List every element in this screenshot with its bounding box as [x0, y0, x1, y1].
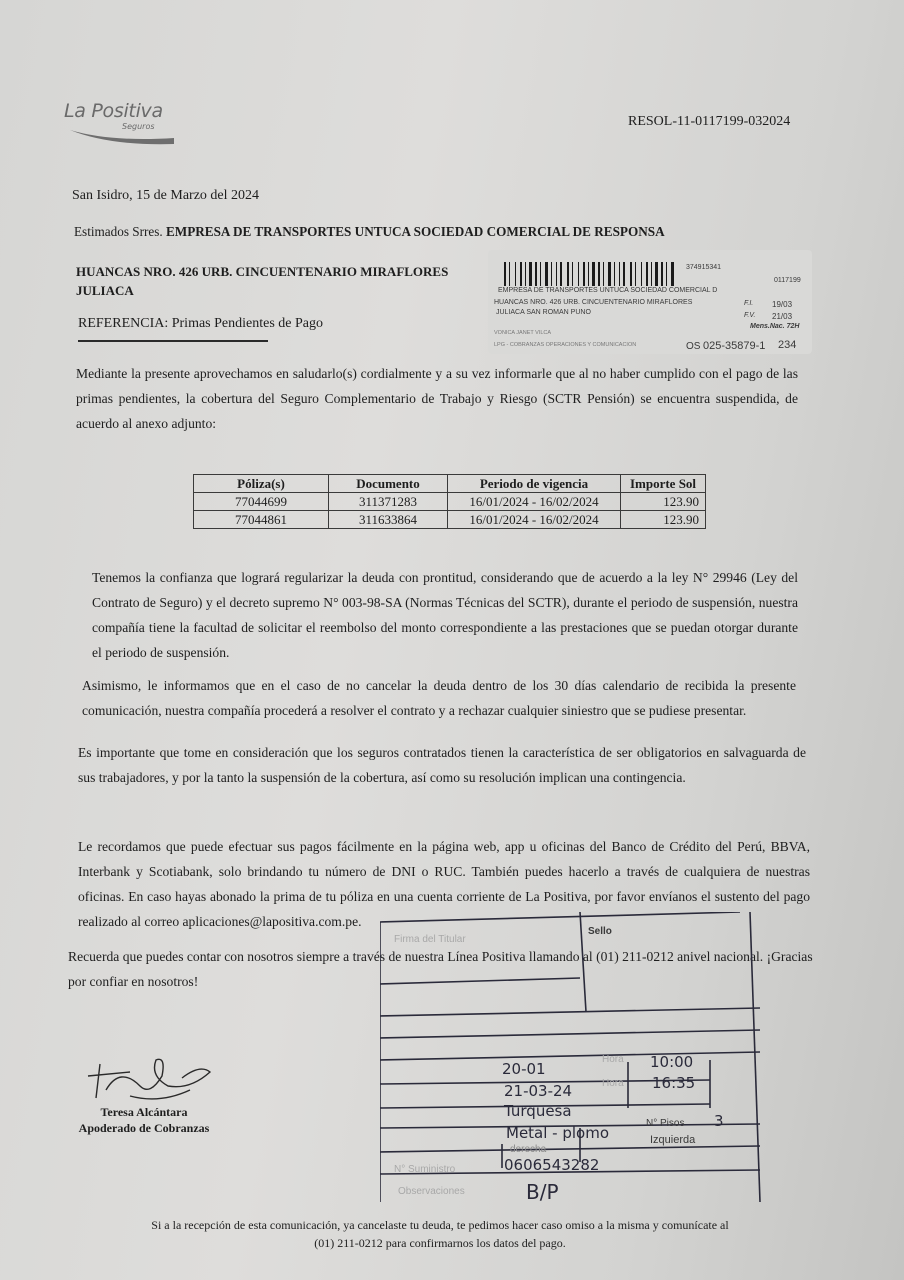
periodo-cell: 16/01/2024 - 16/02/2024 — [448, 493, 621, 511]
hora-1-value: 10:00 — [650, 1053, 694, 1071]
periodo-cell: 16/01/2024 - 16/02/2024 — [448, 511, 621, 529]
label-code: 0117199 — [774, 277, 801, 284]
delivery-stamp — [380, 912, 780, 1202]
reference-underline — [78, 340, 268, 342]
barcode-icon — [504, 262, 676, 286]
derecha-label: derecha — [510, 1144, 547, 1155]
poliza-cell: 77044861 — [194, 511, 329, 529]
logo-swoosh-icon — [70, 128, 174, 146]
observaciones-value: B/P — [526, 1180, 559, 1204]
label-dept: LPG - COBRANZAS OPERACIONES Y COMUNICACION — [494, 342, 637, 348]
signatory-title: Apoderado de Cobranzas — [78, 1121, 210, 1135]
header-periodo: Periodo de vigencia — [448, 475, 621, 493]
greeting — [74, 224, 665, 240]
policies-table — [193, 474, 706, 529]
pisos-value: 3 — [714, 1112, 724, 1130]
greeting-prefix: Estimados Srres. — [74, 224, 163, 239]
paragraph-1: Mediante la presente aprovechamos en saludarlo(s) cordialmente y a su vez informarle que al no haber cumplido con el pago de las primas pendientes, la cobertura del Seguro Complementario de Trabajo y Riesgo (SCTR Pensión) se encuentra suspendida, de acuerdo al anexo adjunto: — [76, 366, 798, 431]
os-suffix: 234 — [778, 339, 797, 351]
address-line-2: JULIACA — [76, 283, 134, 298]
mens-nac: Mens.Nac. 72H — [750, 323, 800, 330]
footer-line-1: Si a la recepción de esta comunicación, ya cancelaste tu deuda, te pedimos hacer caso omiso a la misma y comunícate al — [151, 1218, 729, 1232]
os-number: 025-35879-1 — [703, 340, 766, 352]
visita-1-value: 20-01 — [502, 1060, 546, 1078]
barcode-number: 374915341 — [686, 264, 722, 271]
puerta-value: Metal - plomo — [506, 1124, 610, 1142]
logo-subtitle: Seguros — [122, 122, 155, 131]
header-poliza: Póliza(s) — [194, 475, 329, 493]
label-line-2: HUANCAS NRO. 426 URB. CINCUENTENARIO MIRAFLORES — [494, 299, 693, 306]
signatory-name: Teresa Alcántara — [100, 1105, 188, 1119]
paragraph-5: Le recordamos que puede efectuar sus pagos fácilmente en la página web, app u oficinas del Banco de Crédito del Perú, BBVA, Interbank y Scotiabank, solo brindando tu número de DNI o RUC. También puedes hacerlo a través de cualquiera de nuestras oficinas. En caso hayas abonado la prima de tu póliza en una cuenta corriente de La Positiva, por favor envíanos el sustento del pago realizado al correo aplicaciones@lapositiva.com.pe. — [78, 839, 810, 929]
label-line-1: EMPRESA DE TRANSPORTES UNTUCA SOCIEDAD COMERCIAL D — [498, 287, 718, 294]
header-documento: Documento — [329, 475, 448, 493]
recipient-name: EMPRESA DE TRANSPORTES UNTUCA SOCIEDAD COMERCIAL DE RESPONSA — [165, 224, 665, 239]
fv-label: F.V. — [744, 312, 756, 319]
table-row — [194, 493, 706, 511]
signatory — [70, 1104, 218, 1136]
documento-cell: 311371283 — [329, 493, 448, 511]
company-logo — [64, 100, 174, 150]
reference: REFERENCIA: Primas Pendientes de Pago — [78, 316, 323, 331]
address-line-1: HUANCAS NRO. 426 URB. CINCUENTENARIO MIRAFLORES — [76, 264, 449, 279]
os-label: OS — [686, 341, 701, 352]
hora-label-2: Hora — [602, 1078, 624, 1089]
suministro-label: N° Suministro — [394, 1164, 456, 1175]
footer-note — [110, 1216, 770, 1252]
logo-name: La Positiva — [64, 100, 163, 122]
mail-label — [488, 250, 812, 354]
paragraph-2: Tenemos la confianza que logrará regularizar la deuda con prontitud, considerando que de acuerdo a la ley N° 29946 (Ley del Contrato de Seguro) y el decreto supremo N° 003-98-SA (Normas Técnicas del SCTR), durante el periodo de suspensión, nuestra compañía tiene la facultad de solicitar el reembolso del monto correspondiente a las prestaciones que se puedan otorgar durante el periodo de suspensión. — [92, 570, 798, 660]
letter-date: San Isidro, 15 de Marzo del 2024 — [72, 188, 260, 203]
suministro-value: 0606543282 — [504, 1156, 600, 1174]
hora-2-value: 16:35 — [652, 1074, 696, 1092]
importe-cell: 123.90 — [621, 511, 706, 529]
casa-value: Turquesa — [504, 1102, 572, 1120]
footer-line-2: (01) 211-0212 para confirmarnos los datos del pago. — [314, 1236, 566, 1250]
table-row — [194, 511, 706, 529]
recipient-address — [76, 262, 448, 300]
fi-value: 19/03 — [772, 300, 793, 309]
hora-label-1: Hora — [602, 1054, 624, 1065]
izquierda-label: Izquierda — [650, 1134, 696, 1146]
sello-label: Sello — [588, 926, 612, 937]
signature-icon — [70, 1046, 220, 1106]
header-importe: Importe Sol — [621, 475, 706, 493]
importe-cell: 123.90 — [621, 493, 706, 511]
poliza-cell: 77044699 — [194, 493, 329, 511]
firma-label: Firma del Titular — [394, 934, 466, 945]
documento-cell: 311633864 — [329, 511, 448, 529]
fi-label: F.I. — [744, 300, 754, 307]
observaciones-label: Observaciones — [398, 1186, 465, 1197]
fv-value: 21/03 — [772, 312, 793, 321]
paragraph-6: Recuerda que puedes contar con nosotros siempre a través de nuestra Línea Positiva llamando al (01) 211-0212 anivel nacional. ¡Gracias por confiar en nosotros! — [68, 949, 813, 989]
visita-2-value: 21-03-24 — [504, 1082, 573, 1100]
paragraph-4: Es importante que tome en consideración que los seguros contratados tienen la característica de ser obligatorios en salvaguarda de sus trabajadores, y por la tanto la suspensión de la cobertura, así como su resolución implican una contingencia. — [78, 745, 806, 785]
resolution-code: RESOL-11-0117199-032024 — [628, 114, 791, 129]
table-header-row — [194, 475, 706, 493]
label-line-3: JULIACA SAN ROMAN PUNO — [496, 309, 591, 316]
paragraph-3: Asimismo, le informamos que en el caso de no cancelar la deuda dentro de los 30 días calendario de recibida la presente comunicación, nuestra compañía procederá a resolver el contrato y a rechazar cualquier siniestro que se pudiese presentar. — [82, 678, 796, 718]
label-agent: VONICA JANET VILCA — [494, 330, 552, 336]
pisos-label: N° Pisos — [646, 1118, 685, 1129]
